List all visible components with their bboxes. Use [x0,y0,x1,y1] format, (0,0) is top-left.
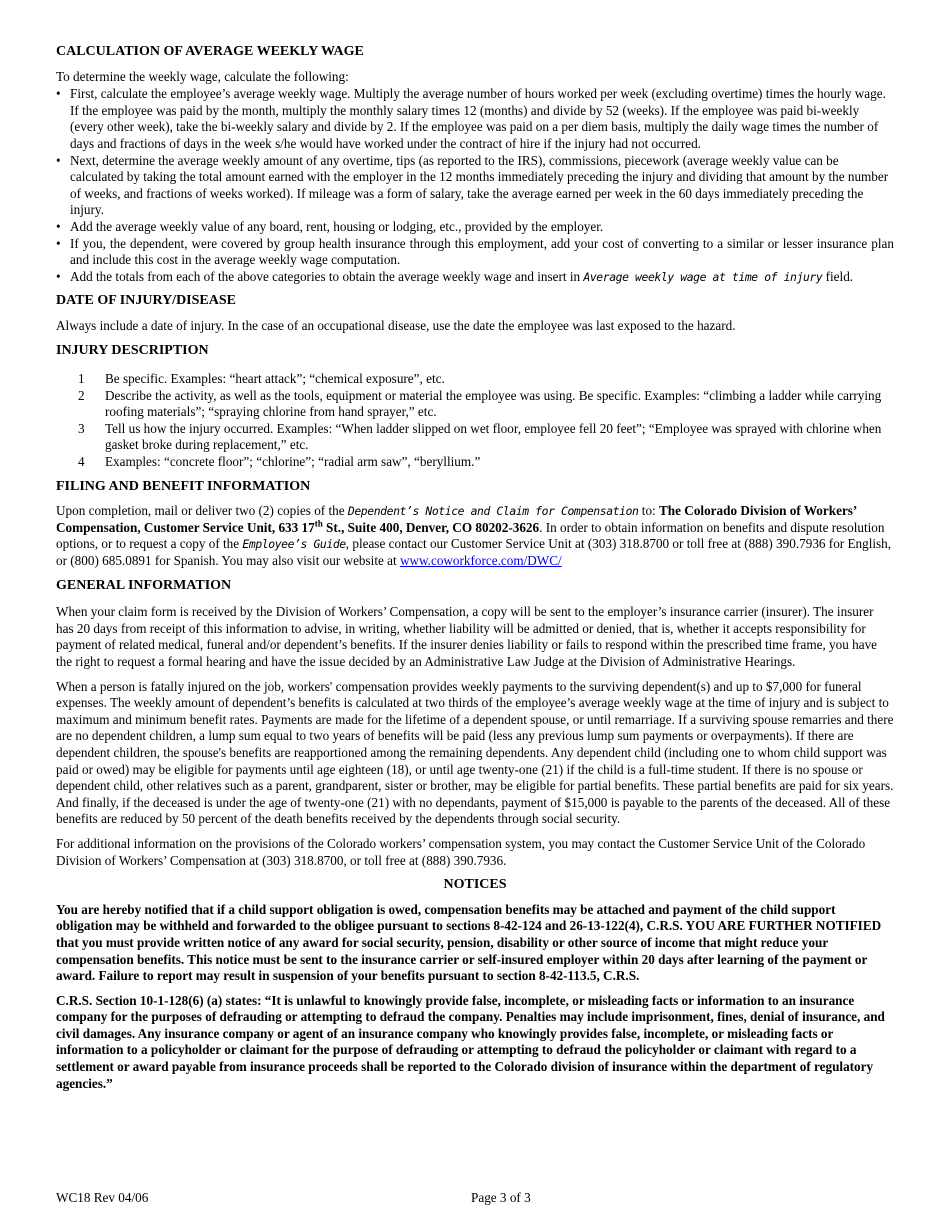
mailing-address-line: The Colorado Division of Workers’ Compensation, Customer Service Unit, 633 17 [56,503,857,535]
injury-item-text: Examples: “concrete floor”; “chlorine”; “radial arm saw”, “beryllium.” [105,454,481,470]
injury-item [56,388,894,421]
injury-item-text: Tell us how the injury occurred. Examples: “When ladder slipped on wet floor, employee fell 20 feet”; “Employee was sprayed with chlorine when gasket broke during replacement,” etc. [105,420,882,453]
injury-item [56,371,894,388]
claim-form-name: Dependent’s Notice and Claim for Compensation [347,504,639,519]
filing-text-1: Upon completion, mail or deliver two (2) copies of the [56,503,348,519]
injury-item [56,421,894,454]
average-weekly-wage-field-name: Average weekly wage at time of injury [583,269,823,284]
doi-heading: DATE OF INJURY/DISEASE [56,293,236,309]
dwc-website-link[interactable]: www.coworkforce.com/DWC/ [399,553,562,569]
notices-heading: NOTICES [443,877,507,893]
form-revision-id: WC18 Rev 04/06 [56,1190,149,1205]
calc-bullet-3: • Add the average weekly value of any board, rent, housing or lodging, etc., provided by the employer. [56,219,894,236]
injury-list [56,371,894,471]
document-page [56,44,894,1100]
filing-heading: FILING AND BENEFIT INFORMATION [56,478,311,494]
injury-heading: INJURY DESCRIPTION [56,342,209,358]
general-paragraph-1: When your claim form is received by the Division of Workers’ Compensation, a copy will be sent to the employer’s insurance carrier (insurer). The insurer has 20 days from receipt of this information to advise, in writing, whether liability will be admitted or denied, that is, whether it accepts responsibility for payment of related medical, funeral and/or dependent’s benefits. If the insurer denies liability or fails to respond within the prescribed time frame, you have the right to request a formal hearing and have the issue decided by an Administrative Law Judge at the Division of Administrative Hearings. [56,604,878,669]
notices-paragraph-1: You are hereby notified that if a child support obligation is owed, compensation benefits may be attached and payment of the child support obligation may be withheld and forwarded to the obligee pursuant to sections 8-42-124 and 26-13-122(4), C.R.S. YOU ARE FURTHER NOTIFIED that you must provide written notice of any award for social security, pension, disability or other source of income that might reduce your compensation benefits. This notice must be sent to the insurance carrier or self-insured employer within 20 days after learning of the payment or award. Failure to report may result in suspension of your benefits pursuant to section 8-42-113.5, C.R.S. [56,901,882,984]
calc-bullet-5-text: Add the totals from each of the above categories to obtain the average weekly wage and insert in [70,268,584,284]
mailing-address-sup: th [314,518,323,529]
injury-item [56,454,894,471]
filing-text-3: . In order to obtain information on benefits and dispute resolution options, or to request a copy of the [56,519,885,552]
calc-bullet-5-end: field. [822,268,854,284]
injury-item-number: 2 [78,387,85,403]
injury-item-text: Describe the activity, as well as the tools, equipment or material the employee was using. Be specific. Examples: “climbing a ladder while carrying roofing materials”; “spraying chlorine from hand sprayer,” etc. [105,387,882,420]
calc-bullet-2: • Next, determine the average weekly amount of any overtime, tips (as reported to the IRS), commissions, piecework (average weekly value can be calculated by taking the total amount earned with the employer in the 12 months immediately preceding the injury and dividing that amount by the number of weeks, and fractions of weeks worked). If mileage was a form of salary, take the average earned per week in the 60 days immediately preceding the injury. [56,153,894,219]
injury-item-number: 1 [78,371,85,387]
page-footer [56,1190,894,1206]
doi-text: Always include a date of injury. In the case of an occupational disease, use the date the employee was last exposed to the hazard. [56,317,736,333]
calc-bullet-5 [56,269,894,286]
calc-bullet-list [56,86,894,285]
calc-intro: To determine the weekly wage, calculate the following: [56,68,349,84]
injury-item-number: 4 [78,454,85,470]
employees-guide-title: Employee’s Guide [242,537,346,552]
general-paragraph-3: For additional information on the provisions of the Colorado workers’ compensation system, you may contact the Customer Service Unit of the Colorado Division of Workers’ Compensation at (303) 318.8700, or toll free at (888) 390.7936. [56,835,866,868]
calc-heading: CALCULATION OF AVERAGE WEEKLY WAGE [56,44,364,59]
general-heading: GENERAL INFORMATION [56,577,232,593]
notices-paragraph-2: C.R.S. Section 10-1-128(6) (a) states: “It is unlawful to knowingly provide false, incomplete, or misleading facts or information to an insurance company for the purposes of defrauding or attempting to defraud the company. Penalties may include imprisonment, fines, denial of insurance, and civil damages. Any insurance company or agent of an insurance company who knowingly provides false, incomplete, or misleading facts or information to a policyholder or claimant for the purpose of defrauding or attempting to defraud the policyholder or claimant with regard to a settlement or award payable from insurance proceeds shall be reported to the Colorado division of insurance within the department of regulatory agencies.” [56,992,885,1091]
injury-item-text: Be specific. Examples: “heart attack”; “chemical exposure”, etc. [105,371,445,387]
filing-text [56,503,894,569]
general-paragraph-2: When a person is fatally injured on the job, workers' compensation provides weekly payments to the surviving dependent(s) and up to $7,000 for funeral expenses. The weekly amount of dependent’s benefits is calculated at two thirds of the employee’s average weekly wage at the time of injury and is subject to maximum and minimum benefit rates. Payments are made for the lifetime of a dependent spouse, or until remarriage. If a surviving spouse remarries and there are no dependent children, a lump sum equal to two years of benefits will be paid (less any previous lump sum payments or overpayments). If there are dependent children, the spouse's benefits are reapportioned among the remaining dependents. Any dependent child (including one to whom child support was paid or owed) may be eligible for payments until age eighteen (18), or until age twenty-one (21) if the child is a full-time student. If there is no spouse or dependent child, other relatives such as a parent, grandparent, sister or brother, may be eligible for partial benefits. These partial benefits are paid for six years. And finally, if the deceased is under the age of twenty-one (21) with no dependants, payment of $15,000 is payable to the parents of the deceased. All of these benefits are reduced by 50 percent of the death benefits received by the dependents through social security. [56,678,894,827]
injury-item-number: 3 [78,420,85,436]
page-number: Page 3 of 3 [471,1190,531,1205]
filing-text-4: , please contact our Customer Service Unit at (303) 318.8700 or toll free at (888) 390.7936 for English, or (800) 685.0891 for Spanish. You may also visit our website at [56,536,892,569]
mailing-address-rest: St., Suite 400, Denver, CO 80202-3626 [322,519,540,535]
filing-text-2: to: [638,503,660,519]
calc-bullet-4: • If you, the dependent, were covered by group health insurance through this employment, add your cost of converting to a similar or lesser insurance plan and include this cost in the average weekly wage computation. [56,236,894,269]
calc-bullet-1: • First, calculate the employee’s average weekly wage. Multiply the average number of hours worked per week (excluding overtime) times the hourly wage. If the employee was paid by the month, multiply the monthly salary times 12 (months) and divide by 52 (weeks). If the employee was paid bi-weekly (every other week), take the bi-weekly salary and divide by 2. If the employee was paid on a per diem basis, multiply the daily wage times the number of days and fractions of days in the week s/he would have worked under the contract of hire if the injury had not occurred. [56,86,894,152]
